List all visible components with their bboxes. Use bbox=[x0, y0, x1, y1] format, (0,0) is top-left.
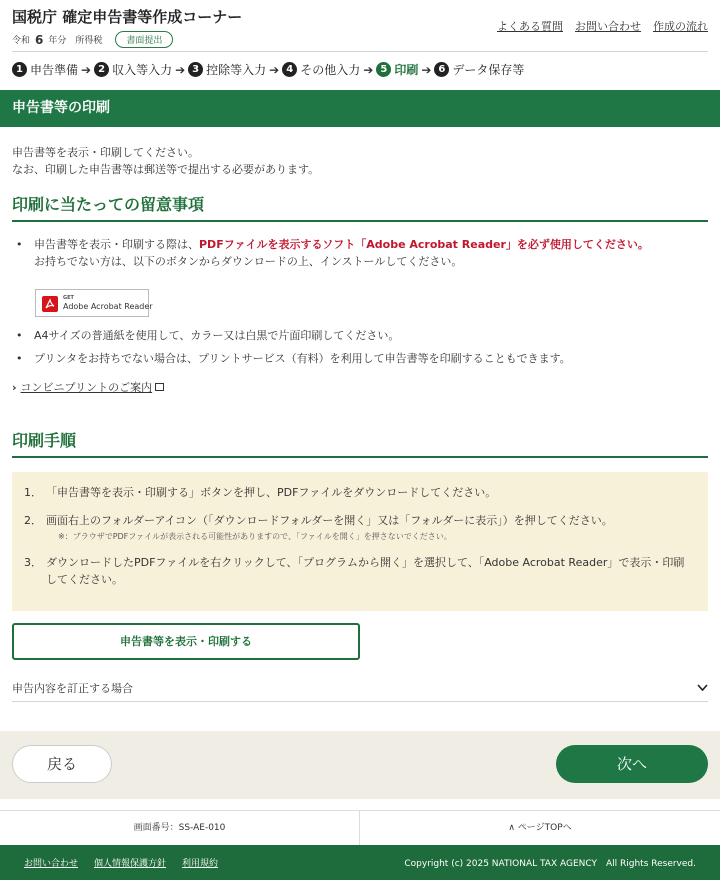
year-value: 6 bbox=[35, 32, 44, 47]
procedure-item bbox=[24, 484, 688, 501]
bottom-nav bbox=[0, 731, 720, 799]
note-text: 申告書等を表示・印刷する際は、 bbox=[34, 238, 199, 251]
step-number: 5 bbox=[376, 62, 391, 77]
adobe-pdf-icon bbox=[42, 296, 58, 312]
step-label: 収入等入力 bbox=[112, 63, 173, 77]
adobe-get-label: GET bbox=[63, 295, 74, 301]
step-number: 1 bbox=[12, 62, 27, 77]
step-label: データ保存等 bbox=[452, 63, 525, 77]
step-number: 2 bbox=[94, 62, 109, 77]
step-1 bbox=[12, 61, 78, 78]
step-number: 6 bbox=[434, 62, 449, 77]
chevron-down-icon bbox=[697, 682, 708, 695]
procedure-number: 3． bbox=[24, 556, 42, 569]
step-label: 印刷 bbox=[394, 63, 419, 77]
step-label: 申告準備 bbox=[30, 63, 79, 77]
intro-line-2: なお、印刷した申告書等は郵送等で提出する必要があります。 bbox=[12, 163, 320, 176]
footer-contact-link[interactable]: お問い合わせ bbox=[24, 859, 79, 869]
adobe-reader-download-button[interactable] bbox=[35, 289, 153, 317]
section-title: 申告書等の印刷 bbox=[0, 90, 720, 127]
app-title: 国税庁 確定申告書等作成コーナー bbox=[12, 8, 243, 26]
chevron-up-icon: ∧ bbox=[508, 823, 518, 833]
link-label: コンビニプリントのご案内 bbox=[20, 381, 153, 394]
step-number: 3 bbox=[188, 62, 203, 77]
chevron-right-icon: › bbox=[12, 380, 17, 394]
procedure-number: 1． bbox=[24, 486, 42, 499]
note-bullet-adobe bbox=[16, 236, 708, 270]
back-button[interactable]: 戻る bbox=[12, 745, 112, 783]
step-label: 控除等入力 bbox=[206, 63, 267, 77]
step-3 bbox=[188, 61, 266, 78]
note-emphasis: PDFファイルを表示するソフト「Adobe Acrobat Reader」を必ず使用してください。 bbox=[199, 238, 649, 251]
faq-link[interactable]: よくある質問 bbox=[497, 20, 563, 33]
step-5-current bbox=[376, 61, 418, 78]
correction-accordion[interactable] bbox=[12, 680, 708, 702]
step-progress bbox=[12, 61, 524, 78]
arrow-right-icon: ➔ bbox=[363, 62, 374, 77]
procedure-box bbox=[12, 472, 708, 611]
external-window-icon bbox=[155, 383, 164, 391]
adobe-name-label: Adobe Acrobat Reader bbox=[63, 302, 153, 311]
next-button[interactable]: 次へ bbox=[556, 745, 708, 783]
step-number: 4 bbox=[282, 62, 297, 77]
flow-link[interactable]: 作成の流れ bbox=[653, 20, 708, 33]
convenience-print-link[interactable] bbox=[12, 379, 164, 395]
accordion-label: 申告内容を訂正する場合 bbox=[12, 682, 133, 695]
notes-heading: 印刷に当たっての留意事項 bbox=[12, 192, 708, 222]
note-bullet-printer: • プリンタをお持ちでない場合は、プリントサービス（有料）を利用して申告書等を印刷することもできます。 bbox=[16, 350, 571, 367]
page-header bbox=[12, 0, 708, 52]
intro-line-1: 申告書等を表示・印刷してください。 bbox=[12, 146, 199, 159]
copyright: Copyright (c) 2025 NATIONAL TAX AGENCY All Rights Reserved. bbox=[404, 859, 696, 869]
intro-text bbox=[12, 144, 319, 178]
header-links bbox=[497, 18, 708, 34]
note-text-line2: お持ちでない方は、以下のボタンからダウンロードの上、インストールしてください。 bbox=[34, 255, 463, 268]
procedure-note: ※：ブラウザでPDFファイルが表示される可能性がありますので、「ファイルを開く」を押さないでください。 bbox=[58, 532, 452, 541]
footer-meta bbox=[0, 810, 720, 844]
footer bbox=[0, 845, 720, 880]
page-top-label: ページTOPへ bbox=[517, 823, 572, 833]
screen-id: 画面番号：SS-AE-010 bbox=[0, 811, 360, 845]
era-label: 令和 bbox=[12, 36, 31, 46]
step-6 bbox=[434, 61, 524, 78]
procedure-heading: 印刷手順 bbox=[12, 428, 708, 458]
year-suffix: 年分 bbox=[48, 36, 67, 46]
footer-privacy-link[interactable]: 個人情報保護方針 bbox=[94, 859, 167, 869]
arrow-right-icon: ➔ bbox=[421, 62, 432, 77]
tax-year-info bbox=[12, 31, 173, 48]
note-bullet-paper: • A4サイズの普通紙を使用して、カラー又は白黒で片面印刷してください。 bbox=[16, 327, 399, 344]
procedure-text: 画面右上のフォルダーアイコン（「ダウンロードフォルダーを開く」又は「フォルダーに表示」）を押してください。 bbox=[46, 514, 613, 527]
step-label: その他入力 bbox=[300, 63, 361, 77]
arrow-right-icon: ➔ bbox=[269, 62, 280, 77]
procedure-item bbox=[24, 512, 688, 529]
procedure-number: 2． bbox=[24, 514, 42, 527]
procedure-text: ダウンロードしたPDFファイルを右クリックして、「プログラムから開く」を選択して、「Adobe Acrobat Reader」で表示・印刷してください。 bbox=[46, 556, 685, 586]
footer-terms-link[interactable]: 利用規約 bbox=[182, 859, 219, 869]
mode-badge: 書面提出 bbox=[115, 31, 173, 48]
procedure-text: 「申告書等を表示・印刷する」ボタンを押し、PDFファイルをダウンロードしてください。 bbox=[46, 486, 497, 499]
page-top-link[interactable] bbox=[360, 811, 720, 845]
contact-link[interactable]: お問い合わせ bbox=[575, 20, 641, 33]
arrow-right-icon: ➔ bbox=[81, 62, 92, 77]
step-2 bbox=[94, 61, 172, 78]
display-print-button[interactable]: 申告書等を表示・印刷する bbox=[12, 623, 360, 660]
step-4 bbox=[282, 61, 360, 78]
footer-links bbox=[24, 856, 218, 869]
tax-type: 所得税 bbox=[75, 36, 103, 46]
arrow-right-icon: ➔ bbox=[175, 62, 186, 77]
procedure-item bbox=[24, 554, 688, 588]
